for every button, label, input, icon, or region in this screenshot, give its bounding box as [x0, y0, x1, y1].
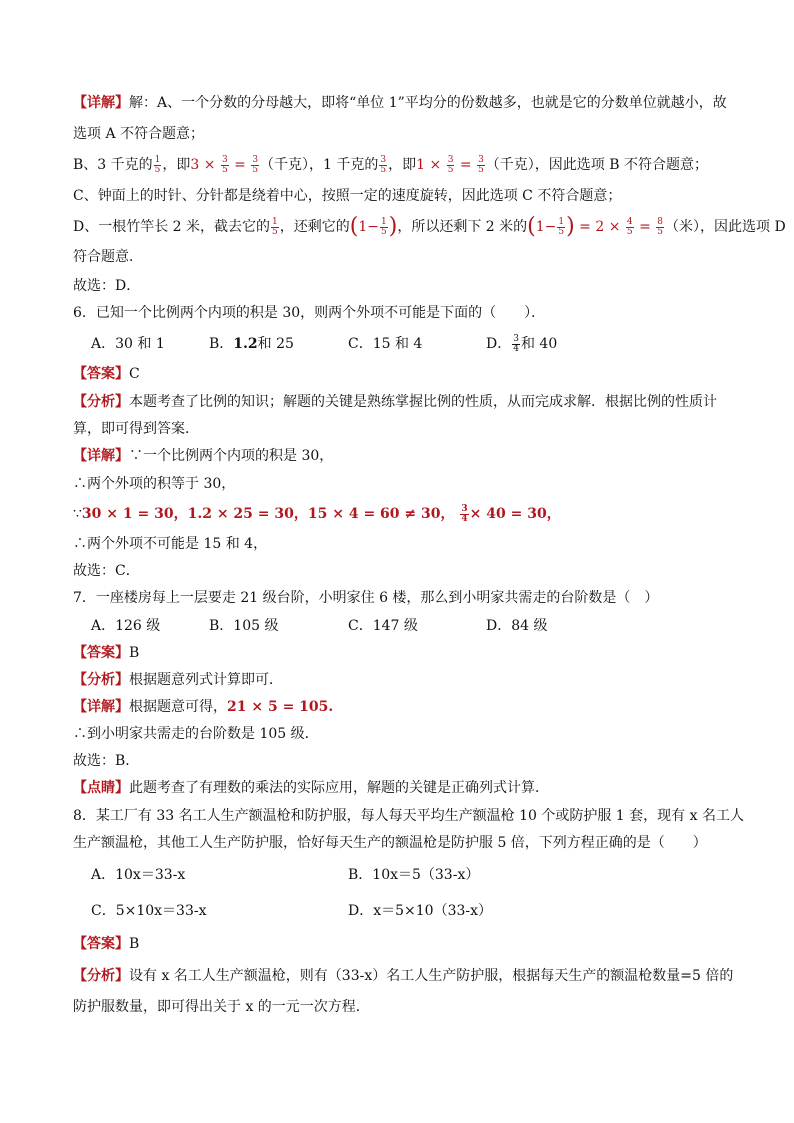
q7-option-b: B．105 级 — [209, 618, 279, 634]
q7-stem: 7．一座楼房每上一层要走 21 级台阶，小明家住 6 楼，那么到小明家共需走的台阶数是（ ） — [73, 590, 659, 606]
q5-detail-line-5: D、一根竹竿长 2 米，截去它的 $\frac{1}{5}$ ，还剩它的(1− $\frac{1}{5}$ )，所以还剩下 2 米的(1− $\frac{1}{5}$ ) = 2 × $\frac{4}{5}$ = $\frac{8}{5}$ （米），因此选项 D — [73, 214, 786, 239]
math-expression: 3 × $\frac{3}{5}$ = $\frac{3}{5}$ — [190, 154, 259, 175]
q8-answer: 【答案】B — [73, 936, 140, 952]
q7-option-d: D．84 级 — [486, 618, 548, 634]
q7-analysis: 【分析】根据题意列式计算即可． — [73, 672, 283, 688]
q5-detail-line-7: 故选：D． — [73, 278, 141, 294]
detail-tag: 【详解】 — [73, 95, 129, 111]
q8-stem-1: 8．某工厂有 33 名工人生产额温枪和防护服，每人每天平均生产额温枪 10 个或防护服 1 套，现有 x 名工人 — [73, 808, 744, 824]
q7-option-a: A．126 级 — [91, 618, 161, 634]
q6-option-a: A．30 和 1 — [91, 336, 165, 352]
q6-detail-1: 【详解】∵一个比例两个内项的积是 30， — [73, 448, 334, 464]
q5-detail-line-1: 【详解】解：A、一个分数的分母越大，即将“单位 1”平均分的份数越多，也就是它的分数单位就越小，故 — [73, 95, 727, 111]
q5-detail-line-4: C、钟面上的时针、分针都是绕着中心，按照一定的速度旋转，因此选项 C 不符合题意； — [73, 188, 622, 204]
q6-analysis-2: 算，即可得到答案． — [73, 421, 199, 437]
q5-detail-line-2: 选项 A 不符合题意； — [73, 126, 205, 142]
q6-detail-4: ∴两个外项不可能是 15 和 4， — [73, 536, 268, 552]
q5-detail-line-6: 符合题意． — [73, 249, 143, 265]
q8-option-b: B．10x＝5（33-x） — [348, 867, 480, 883]
q8-option-c: C．5×10x＝33-x — [91, 903, 207, 919]
q6-detail-5: 故选：C． — [73, 563, 140, 579]
q7-detail-2: ∴到小明家共需走的台阶数是 105 级． — [73, 726, 319, 742]
q6-option-c: C．15 和 4 — [348, 336, 423, 352]
q6-detail-3: ∵30 × 1 = 30，1.2 × 25 = 30，15 × 4 = 60 ≠ 30， $\frac{3}{4}$ × 40 = 30， — [73, 503, 561, 524]
q6-detail-2: ∴两个外项的积等于 30， — [73, 476, 236, 492]
q6-option-d: D． $\frac{3}{4}$ 和 40 — [486, 333, 558, 354]
q7-detail-3: 故选：B． — [73, 753, 140, 769]
q8-option-a: A．10x＝33-x — [91, 867, 186, 883]
q5-detail-line-3: B、3 千克的 $\frac{1}{5}$ ，即3 × $\frac{3}{5}$ = $\frac{3}{5}$ （千克），1 千克的 $\frac{3}{5}$ ，即1 × $\frac{3}{5}$ = $\frac{3}{5}$ （千克），因此选项 B 不符合题意； — [73, 154, 708, 175]
q8-option-d: D．x＝5×10（33-x） — [348, 903, 493, 919]
q6-analysis-1: 【分析】本题考查了比例的知识；解题的关键是熟练掌握比例的性质，从而完成求解．根据比例的性质计 — [73, 394, 717, 410]
q7-answer: 【答案】B — [73, 645, 140, 661]
q8-stem-2: 生产额温枪，其他工人生产防护服，恰好每天生产的额温枪是防护服 5 倍，下列方程正确的是（ ） — [73, 835, 707, 851]
q8-analysis-1: 【分析】设有 x 名工人生产额温枪，则有（33-x）名工人生产防护服，根据每天生产的额温枪数量=5 倍的 — [73, 968, 734, 984]
fraction-1-5: $\frac{1}{5}$ — [154, 154, 161, 175]
q6-stem: 6．已知一个比例两个内项的积是 30，则两个外项不可能是下面的（ ）． — [73, 305, 546, 321]
q8-analysis-2: 防护服数量，即可得出关于 x 的一元一次方程． — [73, 999, 370, 1015]
q7-detail-1: 【详解】根据题意可得，21 × 5 = 105. — [73, 699, 334, 715]
q6-option-b: B．1.2和 25 — [209, 336, 294, 352]
q7-comment: 【点睛】此题考查了有理数的乘法的实际应用，解题的关键是正确列式计算． — [73, 780, 549, 796]
q6-answer: 【答案】C — [73, 366, 140, 382]
q7-option-c: C．147 级 — [348, 618, 418, 634]
